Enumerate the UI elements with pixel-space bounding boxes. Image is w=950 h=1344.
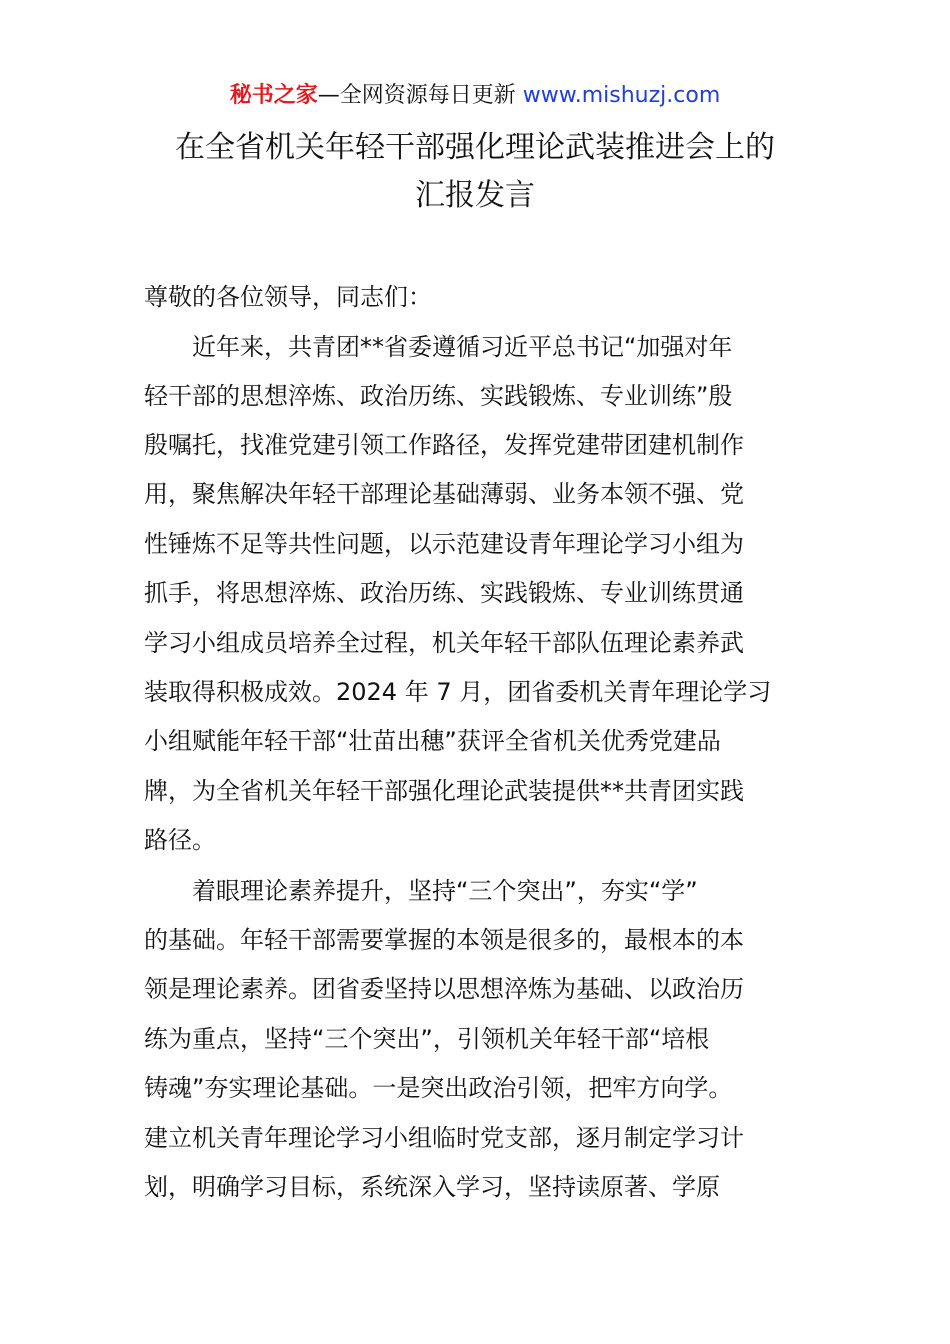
paragraph-1-line: 装取得积极成效。2024 年 7 月，团省委机关青年理论学习 xyxy=(144,678,772,706)
paragraph-1-line: 牌，为全省机关年轻干部强化理论武装提供**共青团实践 xyxy=(144,777,744,805)
paragraph-1-line: 性锤炼不足等共性问题，以示范建设青年理论学习小组为 xyxy=(144,530,744,558)
paragraph-2-line: 着眼理论素养提升，坚持“三个突出”，夯实“学” xyxy=(144,877,698,905)
document-title-line-1: 在全省机关年轻干部强化理论武装推进会上的 xyxy=(175,130,775,165)
site-header xyxy=(0,80,950,112)
paragraph-1-line: 用，聚焦解决年轻干部理论基础薄弱、业务本领不强、党 xyxy=(144,480,744,508)
paragraph-1-line: 近年来，共青团**省委遵循习近平总书记“加强对年 xyxy=(144,333,733,361)
paragraph-2-line: 建立机关青年理论学习小组临时党支部，逐月制定学习计 xyxy=(144,1124,744,1152)
paragraph-2-line: 的基础。年轻干部需要掌握的本领是很多的，最根本的本 xyxy=(144,926,744,954)
site-brand: 秘书之家 xyxy=(229,83,318,108)
document-title-line-2: 汇报发言 xyxy=(415,178,535,213)
site-tagline: —全网资源每日更新 xyxy=(317,83,523,108)
paragraph-1-line: 小组赋能年轻干部“壮苗出穗”获评全省机关优秀党建品 xyxy=(144,727,721,755)
paragraph-1-line: 殷嘱托，找准党建引领工作路径，发挥党建带团建机制作 xyxy=(144,431,744,459)
salutation: 尊敬的各位领导，同志们： xyxy=(144,283,432,311)
paragraph-2-line: 领是理论素养。团省委坚持以思想淬炼为基础、以政治历 xyxy=(144,975,744,1003)
paragraph-1-line: 学习小组成员培养全过程，机关年轻干部队伍理论素养武 xyxy=(144,629,744,657)
paragraph-2-line: 铸魂”夯实理论基础。一是突出政治引领，把牢方向学。 xyxy=(144,1074,733,1102)
paragraph-1-line: 轻干部的思想淬炼、政治历练、实践锻炼、专业训练”殷 xyxy=(144,382,733,410)
paragraph-2-line: 练为重点，坚持“三个突出”，引领机关年轻干部“培根 xyxy=(144,1025,710,1053)
site-url: www.mishuzj.com xyxy=(522,83,721,108)
paragraph-2-line: 划，明确学习目标，系统深入学习，坚持读原著、学原 xyxy=(144,1173,720,1201)
paragraph-1-line: 抓手，将思想淬炼、政治历练、实践锻炼、专业训练贯通 xyxy=(144,579,744,607)
paragraph-1-line: 路径。 xyxy=(144,826,216,854)
